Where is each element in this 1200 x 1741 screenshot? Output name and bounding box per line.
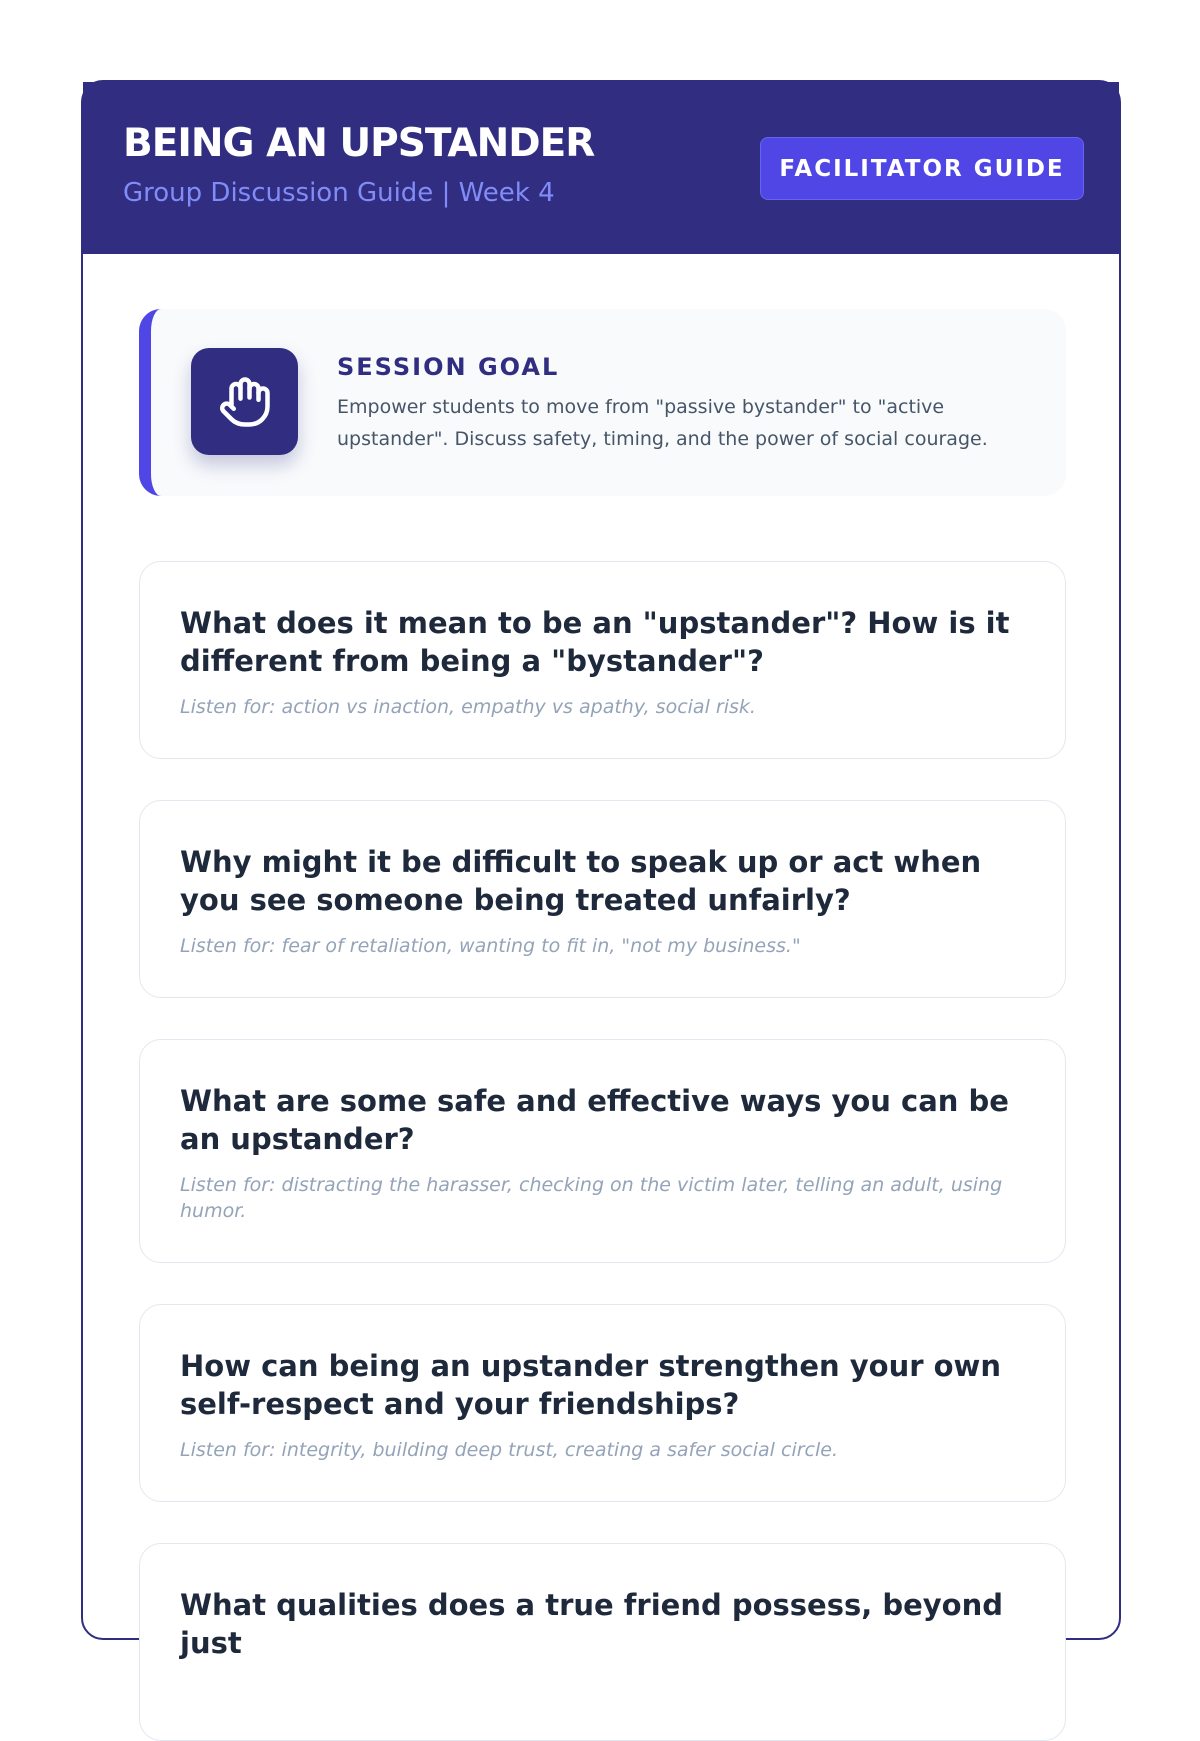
- question-hint: Listen for: distracting the harasser, checking on the victim later, telling an adult, using humor.: [180, 1174, 1003, 1222]
- question-text: What qualities does a true friend possess, beyond just: [180, 1588, 1003, 1660]
- page-subtitle: Group Discussion Guide | Week 4: [123, 178, 555, 208]
- question-card: [139, 1039, 1066, 1263]
- guide-header: [83, 82, 1119, 254]
- question-hint: Listen for: action vs inaction, empathy vs apathy, social risk.: [180, 696, 756, 718]
- question-text: What are some safe and effective ways you can be an upstander?: [180, 1084, 1009, 1156]
- session-goal-label: SESSION GOAL: [337, 353, 560, 381]
- page-title: BEING AN UPSTANDER: [123, 121, 595, 166]
- question-card: [139, 1304, 1066, 1502]
- question-text: What does it mean to be an "upstander"? How is it different from being a "bystander"?: [180, 606, 1010, 678]
- session-goal-text: Empower students to move from "passive bystander" to "active upstander". Discuss safety, timing, and the power of social courage.: [337, 396, 988, 450]
- session-goal-panel: [139, 309, 1066, 496]
- question-text: Why might it be difficult to speak up or act when you see someone being treated unfairly?: [180, 845, 982, 917]
- question-hint: Listen for: integrity, building deep trust, creating a safer social circle.: [180, 1439, 838, 1461]
- discussion-guide-card: [81, 80, 1121, 1660]
- raised-hand-icon: [191, 348, 298, 455]
- question-card: [139, 1543, 1066, 1741]
- question-text: How can being an upstander strengthen your own self-respect and your friendships?: [180, 1349, 1001, 1421]
- question-hint: Listen for: fear of retaliation, wanting to fit in, "not my business.": [180, 935, 801, 957]
- question-card: [139, 561, 1066, 759]
- question-card: [139, 800, 1066, 998]
- facilitator-guide-button[interactable]: FACILITATOR GUIDE: [760, 137, 1084, 200]
